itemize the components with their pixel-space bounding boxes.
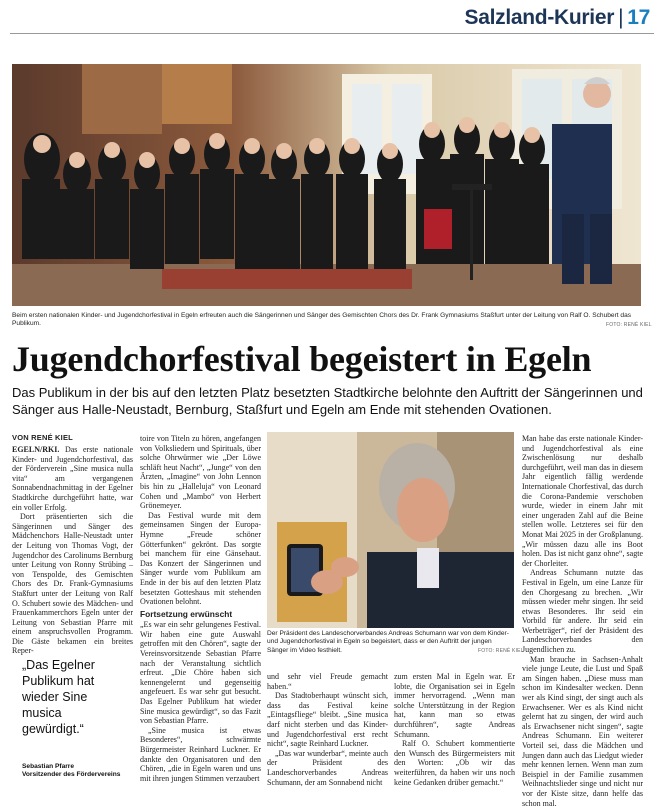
teaser: Das Publikum in der bis auf den letzten Platz besetzten Stadtkirche belohnte den Auftritt der Sängerinnen und Sänger aus Halle-Neustadt, Bernburg, Staßfurt und Egeln am Ende mit stehenden Ovationen. [12, 385, 643, 417]
paragraph: Man habe das erste nationale Kinder- und Jugendchorfestival als eine Zwischenlösung nur deshalb durchgeführt, weil man das in diesem Jahr eigentlich fällig werdende Internationale Chorfestival, das durch die Corona-Pandemie verschoben wurde, wieder in einem Jahr mit einer ungeraden Zahl auf die Beine stellen wolle. Letzteres sei für den Monat Mai 2025 in der Großplanung. „Wir müssen dazu alle ins Boot holen. Das ist nicht ganz ohne“, sagte der Chorleiter. [522, 434, 643, 568]
photo-credit-mid: FOTO: RENÉ KIEL [478, 648, 524, 654]
pull-quote: „Das Egelner Publikum hat wieder Sine musica gewürdigt.“ [22, 658, 95, 736]
quote-name: Sebastian Pfarre [22, 763, 75, 770]
paragraph: Ralf O. Schubert kommentierte den Wunsch des Bürgermeisters mit den Worten: „Ob wir das weiterführen, da haben wir uns noch keine Gedanken drüber gemacht.“ [394, 739, 515, 787]
paragraph: Das Festival wurde mit dem gemeinsamen Singen der Europa-Hymne „Freude schöner Götterfunken“ gekrönt. Das sorgte bei manchem für eine Gänsehaut. Das Konzert der Sängerinnen und Sänger wurde vom Publikum am Ende in der bis auf den letzten Platz besetzten Gotteshaus mit stehenden Ovationen belohnt. [140, 510, 261, 607]
photo-caption: Beim ersten nationalen Kinder- und Jugendchorfestival in Egeln erfreuten auch die Sängerinnen und Sänger des Gemischten Chors des Dr. Frank Gymnasiums Staßfurt unter der Leitung von Ralf O. Schubert das Publikum. [12, 312, 632, 328]
paragraph: „Es war ein sehr gelungenes Festival. Wir haben eine gute Auswahl getroffen mit den Chören“, sagte der Vereinsvorsitzende Sebastian Pfarre nach der Veranstaltung sichtlich erfreut. „Die Chöre haben sich kennengelernt und gegenseitig angefeuert. Es war sehr gut besucht. Das Egelner Publikum hat wieder Sine musica gewürdigt“, so das Fazit von Sebastian Pfarre. [140, 620, 261, 726]
quote-role: Vorsitzender des Fördervereins [22, 771, 121, 779]
choir-photo-illustration [12, 64, 641, 306]
byline: VON RENÉ KIEL [12, 433, 73, 442]
paragraph: toire von Titeln zu hören, angefangen von Volksliedern und Spirituals, über solche Ohrwürmer wie „Der Löwe schläft heut Nacht“, „Junge“ von den Ärzten, „Imagine“ von John Lennon bis hin zu „Halleluja“ von Leonard Cohen und „Mambo“ von Herbert Grönemeyer. [140, 434, 261, 511]
header-rule [10, 33, 654, 34]
column-3 [267, 672, 388, 787]
paragraph-text: Das erste nationale Kinder- und Jugendchorfestival, das der Förderverein „Sine musica nulla vita“ am vergangenen Sonnabendnachmittag in der Egelner Stadtkirche durchgeführt hatte, war ein voller Erfolg. [12, 445, 133, 512]
paragraph: zum ersten Mal in Egeln war. Er lobte, die Organisation sei in Egeln immer hervorragend. „Wenn man solche Unterstützung in der Region hat, kann man so etwas durchführen“, sagte Andreas Schumann. [394, 672, 515, 739]
choir-photo [12, 64, 641, 306]
masthead-separator: | [618, 6, 624, 29]
paragraph: und sehr viel Freude gemacht haben.“ [267, 672, 388, 691]
column-4 [394, 672, 515, 787]
masthead [465, 6, 650, 30]
paragraph [12, 445, 133, 512]
schumann-photo-illustration [267, 432, 514, 628]
paragraph: Dort präsentierten sich die Sängerinnen und Sänger des Mädchenchors Halle-Neustadt unter der Leitung von Thomas Vogt, der Jugendchor des Carolinums Bernburg unter Leitung von Ronny Strübing – von Tenspolde, des Gemischten Chors des Dr. Frank-Gymnasiums Staßfurt unter der Leitung von Ralf O. Schubert sowie des Mädchen- und Frauenkammerchors Egeln unter der Leitung von Sebastian Pfarre mit einem anspruchsvollen Programm. Die Gäste bekamen ein breites Reper- [12, 512, 133, 656]
column-5 [522, 434, 643, 808]
quote-attribution [22, 763, 136, 779]
page-number: 17 [627, 6, 650, 29]
column-2 [140, 434, 261, 783]
paragraph: Man brauche in Sachsen-Anhalt viele junge Leute, die Lust und Spaß am Singen haben. „Diese muss man schon im Kindesalter wecken. Denn wer als Kind singt, der singt auch als Erwachsener. Wer es als Kind nicht gelernt hat zu singen, der wird auch als Erwachsener nicht singen“, sagte Andreas Schumann. Ein weiterer Vorteil sei, dass die Mädchen und Jungen dann auch das Liedgut wieder mehr kennen lernen. Wenn man zum Beispiel in der Familie zusammen Weihnachtslieder singe und nicht nur vor der Kiste sitze, dann helfe das schon mal. [522, 654, 643, 808]
photo-caption-mid: Der Präsident des Landeschorverbandes Andreas Schumann war von dem Kinder- und Jugendchorfestival in Egeln so begeistert, dass er den Auftritt der jungen Sänger im Video festhielt. [267, 630, 509, 654]
paragraph: Andreas Schumann nutzte das Festival in Egeln, um eine Lanze für den Chorgesang zu brechen. „Wir müssen wieder mehr singen. Ihr seid etwas Besonderes. Ihr seid ein Vorbild für andere. Ihr seid ein Werbeträger“, rief der Präsident des Landeschorverbandes den Jugendlichen zu. [522, 568, 643, 655]
dateline: EGELN/RKI. [12, 445, 60, 454]
page-header [10, 0, 654, 33]
photo-credit: FOTO: RENÉ KIEL [606, 322, 652, 328]
schumann-photo [267, 432, 514, 628]
column-1 [12, 445, 133, 656]
headline: Jugendchorfestival begeistert in Egeln [12, 339, 592, 379]
subheading: Fortsetzung erwünscht [140, 608, 233, 619]
paragraph: „Das war wunderbar“, meinte auch der Präsident des Landeschorverbandes Andreas Schumann, der am Sonnabend nicht [267, 748, 388, 787]
paragraph: „Sine musica ist etwas Besonderes“, schwärmte Bürgermeister Reinhard Luckner. Er dankte den Organisatoren und den Chören, „die in Egeln waren und uns mit ihren jungen Stimmen verzaubert [140, 725, 261, 783]
section-title: Salzland-Kurier [464, 6, 615, 29]
paragraph: Das Stadtoberhaupt wünscht sich, dass das Festival keine „Eintagsfliege“ bleibt. „Sine musica darf nicht sterben und das Kinder- und Jugendchorfestival erst recht nicht“, sagte Reinhard Luckner. [267, 691, 388, 749]
